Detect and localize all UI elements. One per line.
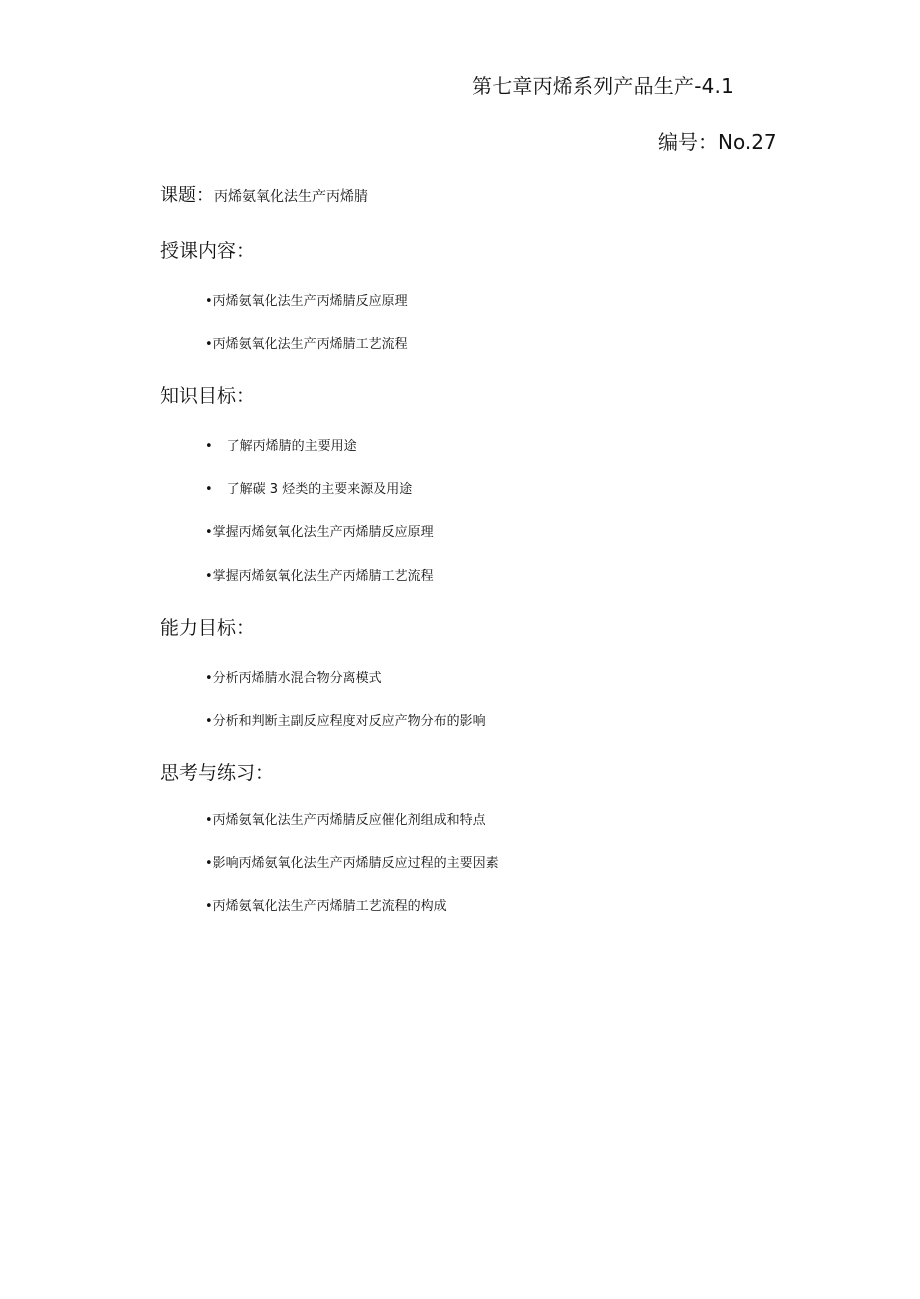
knowledge-goal-text: •掌握丙烯氨氧化法生产丙烯腈反应原理 <box>205 525 434 540</box>
ability-goals-heading: 能力目标： <box>160 617 256 639</box>
exercises-heading: 思考与练习： <box>160 762 275 784</box>
knowledge-goal-item <box>205 478 412 497</box>
exercise-item: •丙烯氨氧化法生产丙烯腈反应催化剂组成和特点 <box>205 813 486 828</box>
chapter-title: 第七章丙烯系列产品生产-4.1 <box>472 74 735 98</box>
knowledge-goal-item <box>205 565 434 584</box>
knowledge-goal-text: 了解丙烯腈的主要用途 <box>226 439 357 454</box>
topic-row <box>160 181 368 207</box>
ability-goal-item: •分析丙烯腈水混合物分离模式 <box>205 671 382 686</box>
ability-goal-item: •分析和判断主副反应程度对反应产物分布的影响 <box>205 714 486 729</box>
knowledge-goal-item <box>205 435 357 454</box>
teaching-content-item: •丙烯氨氧化法生产丙烯腈工艺流程 <box>205 337 408 352</box>
exercise-item: •丙烯氨氧化法生产丙烯腈工艺流程的构成 <box>205 899 447 914</box>
topic-label: 课题： <box>160 185 214 206</box>
exercise-item: •影响丙烯氨氧化法生产丙烯腈反应过程的主要因素 <box>205 856 499 871</box>
document-number: 编号：No.27 <box>658 130 777 154</box>
bullet-marker: • <box>205 482 213 497</box>
topic-value: 丙烯氨氧化法生产丙烯腈 <box>214 189 368 205</box>
teaching-content-heading: 授课内容： <box>160 240 256 262</box>
knowledge-goal-text: 了解碳 3 烃类的主要来源及用途 <box>226 482 413 497</box>
knowledge-goal-text: •掌握丙烯氨氧化法生产丙烯腈工艺流程 <box>205 569 434 584</box>
knowledge-goals-heading: 知识目标： <box>160 385 256 407</box>
bullet-marker: • <box>205 439 213 454</box>
knowledge-goal-item <box>205 521 434 540</box>
teaching-content-item: •丙烯氨氧化法生产丙烯腈反应原理 <box>205 294 408 309</box>
